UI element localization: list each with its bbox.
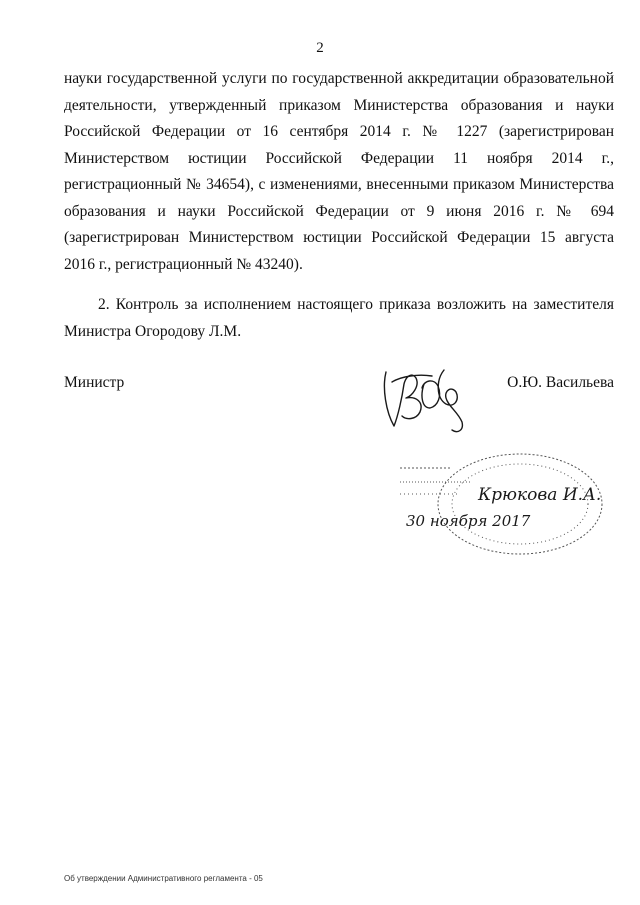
handwritten-signature: [372, 362, 468, 440]
footer-note: Об утверждении Административного регламента - 05: [64, 874, 263, 883]
paragraph-continuation: науки государственной услуги по государственной аккредитации образовательной деятельности, утвержденный приказом Министерства образования и науки Российской Федерации от 16 сентября 2014 г. № 1227 (зарегистрирован Министерством юстиции Российской Федерации 11 ноября 2014 г., регистрационный № 34654), с изменениями, внесенными приказом Министерства образования и науки Российской Федерации от 9 июня 2016 г. № 694 (зарегистрирован Министерством юстиции Российской Федерации 15 августа 2016 г., регистрационный № 43240).: [64, 70, 614, 273]
page-number: 2: [316, 40, 324, 56]
signature-block: [64, 374, 614, 414]
signer-name: О.Ю. Васильева: [507, 374, 614, 391]
signer-title: Министр: [64, 374, 125, 391]
approval-stamp: [390, 448, 615, 563]
document-body: [64, 66, 614, 345]
paragraph-item-2: 2. Контроль за исполнением настоящего приказа возложить на заместителя Министра Огородову Л.М.: [64, 296, 614, 340]
stamp-handwritten-name: Крюкова И.А.: [478, 485, 602, 505]
approval-stamp-graphic: [390, 448, 615, 563]
stamp-handwritten-date: 30 ноября 2017: [406, 512, 531, 530]
